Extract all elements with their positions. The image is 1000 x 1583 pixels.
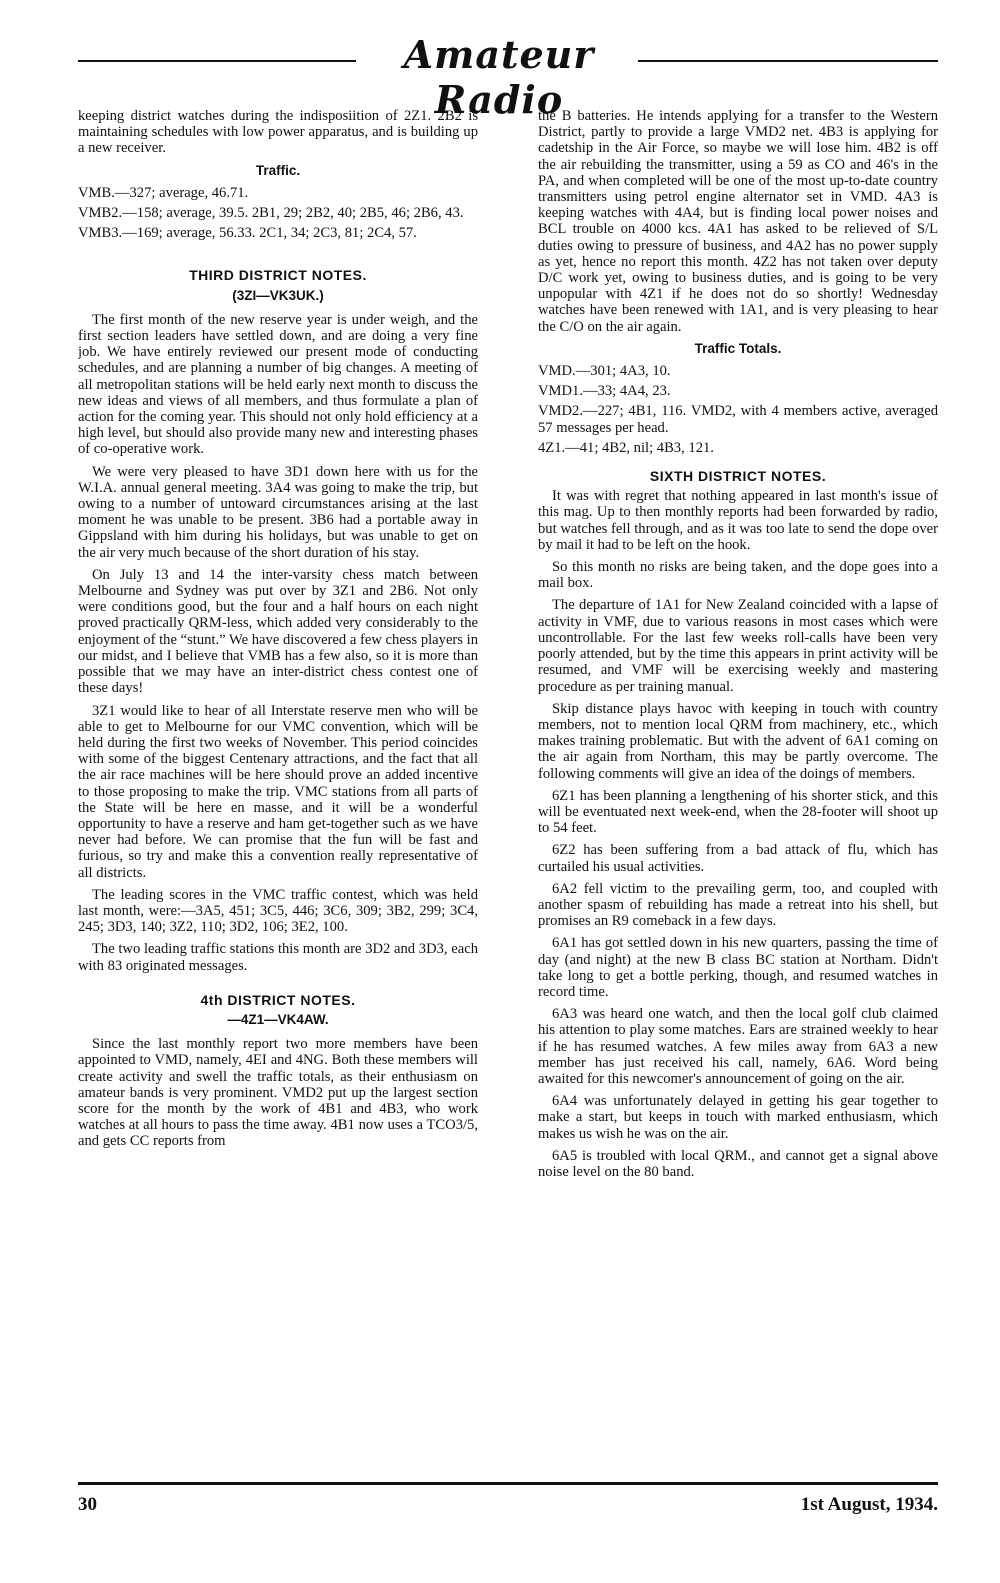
article-paragraph: 3Z1 would like to hear of all Interstate reserve men who will be able to get to Melbourne for our VMC convention, which will be held during the first two weeks of November. This period coincides with some of the biggest Centenary attractions, and the fact that all the air race machines will be here should prove an added incentive to those proposing to make the trip. VMC stations from all parts of the State will be here en masse, and it will be a wonderful opportunity to have a reserve and ham get-together such as we have never had before. We can promise that the fun will be fast and furious, so try and make this a convention really representative of all districts. (78, 702, 478, 881)
article-paragraph: 6A5 is troubled with local QRM., and cannot get a signal above noise level on the 80 band. (538, 1147, 938, 1180)
page-number: 30 (78, 1494, 97, 1515)
fourth-district-subheading: —4Z1—VK4AW. (227, 1011, 329, 1027)
article-paragraph: Skip distance plays havoc with keeping in touch with country members, not to mention local QRM from machinery, etc., which makes training problematic. But with the advent of 6A1 coming on the air again from Northam, this may be partly overcome. The following comments will give an idea of the doings of members. (538, 700, 938, 782)
third-district-heading: THIRD DISTRICT NOTES. (189, 267, 367, 284)
article-paragraph: We were very pleased to have 3D1 down here with us for the W.I.A. annual general meeting. 3A4 was going to make the trip, but owing to a number of untoward circumstances arising at the last moment he was unable to be present. 3B6 had a portable away in Gippsland with him during his holidays, but was unable to get on the air very much because of the short duration of his stay. (78, 463, 478, 561)
continuation-paragraph: the B batteries. He intends applying for a transfer to the Western District, partly to provide a large VMD2 net. 4B3 is applying for cadetship in the Air Force, so maybe we will lose him. 4B2 is off the air rebuilding the transmitter, using a 59 as CO and 46's in the PA, and when completed will be one of the most up-to-date country transmitters using petrol engine alternator set in VMD. 4A3 is keeping watches with 4A4, but is finding local power noises and BCL trouble on 4000 kcs. 4A1 has asked to be relieved of S/L duties owing to pressure of business, and 4A2 has no power supply as yet, hence no report this month. 4Z2 has not taken over deputy D/C work yet, owing to business duties, and is going to be very unpopular with 4Z1 if he does not do so shortly! Wednesday watches have been renewed with 1A1, and is very pleasing to hear the C/O on the air again. (538, 108, 938, 335)
third-district-subheading: (3ZI—VK3UK.) (232, 287, 324, 303)
left-column (78, 108, 478, 1478)
traffic-total-line: VMD1.—33; 4A4, 23. (538, 383, 671, 400)
traffic-total-line: VMD2.—227; 4B1, 116. VMD2, with 4 members active, averaged 57 messages per head. (538, 403, 938, 436)
article-paragraph: On July 13 and 14 the inter-varsity chess match between Melbourne and Sydney was put over by 3Z1 and 2B6. Not only were conditions good, but the four and a half hours on each night proved practically QRM-less, which added very considerably to the enjoyment of the “stunt.” We have discovered a few chess players in our midst, and I believe that VMB has a few also, so it is more than possible that we may have an inter-district chess contest one of these days! (78, 566, 478, 697)
intro-paragraph: keeping district watches during the indisposiition of 2Z1. 2B2 is maintaining schedules with low power apparatus, and is building up a new receiver. (78, 108, 478, 157)
article-paragraph: The first month of the new reserve year is under weigh, and the first section leaders have settled down, and are doing a very fine job. We have entirely reviewed our present mode of conducting schedules, and are planning a number of big changes. A meeting of all metropolitan stations will be held early next month to discuss the new ideas and views of all members, and thus formulate a plan of action for the coming year. This should not only hold efficiency at a high level, but should also provide many new and interesting phases of co-operative work. (78, 311, 478, 458)
article-paragraph: It was with regret that nothing appeared in last month's issue of this mag. Up to then monthly reports had been forwarded by radio, but watches fell through, and as it was too late to send the dope over by mail it had to be left on the hook. (538, 488, 938, 553)
masthead-rule-right (638, 60, 938, 62)
masthead-rule-left (78, 60, 356, 62)
sixth-district-heading: SIXTH DISTRICT NOTES. (649, 468, 827, 485)
article-paragraph: 6A2 fell victim to the prevailing germ, too, and coupled with another spasm of rebuilding has made a retreat into his shell, but promises an R9 comeback in a few days. (538, 880, 938, 930)
article-paragraph: The two leading traffic stations this month are 3D2 and 3D3, each with 83 originated messages. (78, 941, 478, 974)
article-paragraph: So this month no risks are being taken, and the dope goes into a mail box. (538, 559, 938, 592)
traffic-total-line: 4Z1.—41; 4B2, nil; 4B3, 121. (538, 439, 714, 456)
right-column (538, 108, 938, 1478)
article-paragraph: 6Z1 has been planning a lengthening of his shorter stick, and this will be eventuated next week-end, when the 28-footer will shoot up to 54 feet. (538, 787, 938, 837)
article-paragraph: 6A4 was unfortunately delayed in getting his gear together to make a start, but keeps in touch with marked enthusiasm, which makes us wish he was on the air. (538, 1093, 938, 1142)
article-paragraph: 6Z2 has been suffering from a bad attack of flu, which has curtailed his usual activities. (538, 842, 938, 875)
traffic-totals-heading: Traffic Totals. (694, 340, 782, 356)
traffic-total-line: VMD.—301; 4A3, 10. (538, 363, 671, 380)
article-paragraph: The leading scores in the VMC traffic contest, which was held last month, were:—3A5, 451; 3C5, 446; 3C6, 309; 3B2, 299; 3C4, 245; 3D3, 140; 3Z2, 110; 3D2, 106; 3E2, 100. (78, 886, 478, 936)
fourth-district-heading: 4th DISTRICT NOTES. (200, 991, 356, 1008)
article-paragraph: The departure of 1A1 for New Zealand coincided with a lapse of activity in VMF, due to various reasons in most cases which were uncontrollable. For the last few weeks roll-calls have been very poorly attended, but by the time this appears in print activity will be resumed, and VMF will be exercising weekly and mastering procedure as per training manual. (538, 597, 938, 695)
issue-date: 1st August, 1934. (800, 1494, 938, 1515)
article-paragraph: 6A1 has got settled down in his new quarters, passing the time of day (and night) at the new B class BC station at Northam. Didn't take long to get a bottle perking, though, and resumed watches in record time. (538, 935, 938, 1000)
traffic-heading: Traffic. (255, 162, 301, 178)
masthead (78, 32, 938, 122)
article-paragraph: 6A3 was heard one watch, and then the local golf club claimed his attention to play some matches. Ears are strained weekly to hear if he has resumed watches. A few miles away from 6A3 a new member has just received his call, namely, 6A6. Word being awaited for this newcomer's announcement of going on the air. (538, 1006, 938, 1087)
traffic-line: VMB3.—169; average, 56.33. 2C1, 34; 2C3, 81; 2C4, 57. (78, 225, 417, 242)
article-paragraph: Since the last monthly report two more members have been appointed to VMD, namely, 4EI and 4NG. Both these members will create activity and swell the traffic totals, as their enthusiasm on amateur bands is very prominent. VMD2 put up the largest section score for the month by the work of 4B1 and 4B3, who work watches at all hours to pass the time away. 4B1 now uses a TCO3/5, and gets CC reports from (78, 1036, 478, 1150)
masthead-title: Amateur Radio (403, 32, 595, 122)
footer-rule (78, 1482, 938, 1485)
traffic-line: VMB2.—158; average, 39.5. 2B1, 29; 2B2, 40; 2B5, 46; 2B6, 43. (78, 205, 464, 222)
traffic-line: VMB.—327; average, 46.71. (78, 184, 249, 201)
